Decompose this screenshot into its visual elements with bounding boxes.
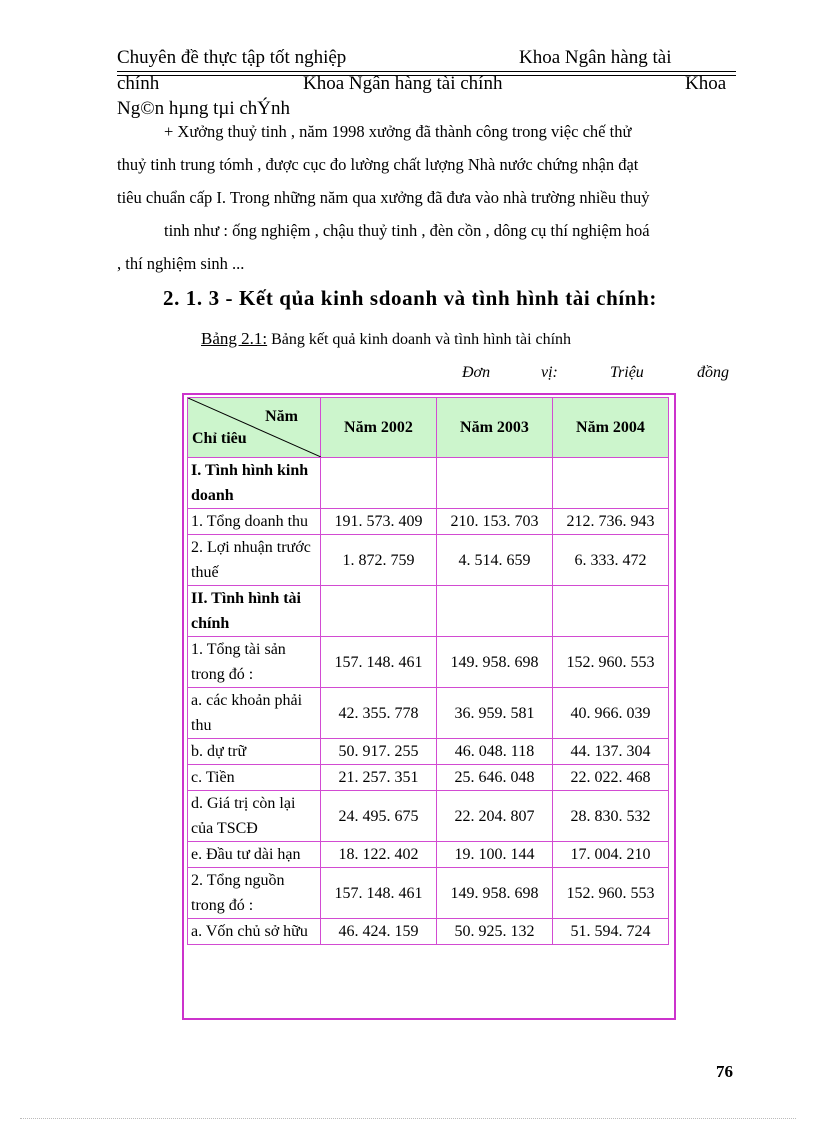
table-row xyxy=(188,535,669,586)
header-rule-top xyxy=(117,71,736,72)
table-row xyxy=(188,688,669,739)
row-value: 149. 958. 698 xyxy=(437,637,553,688)
row-value xyxy=(553,458,669,509)
row-value: 25. 646. 048 xyxy=(437,765,553,791)
table-corner-cell xyxy=(188,398,321,458)
row-label: I. Tình hình kinh doanh xyxy=(188,458,321,509)
table-row xyxy=(188,791,669,842)
unit-word-1: Đơn xyxy=(462,364,491,381)
body-line-3: tiêu chuẩn cấp I. Trong những năm qua xưởng đã đưa vào nhà trường nhiều thuỷ xyxy=(117,188,650,207)
body-line-1: + Xưởng thuỷ tinh , năm 1998 xưởng đã thành công trong việc chế thử xyxy=(164,122,632,141)
row-value: 22. 022. 468 xyxy=(553,765,669,791)
unit-word-4: đồng xyxy=(697,364,729,381)
page-number: 76 xyxy=(716,1062,733,1081)
corner-indicator-label: Chỉ tiêu xyxy=(192,430,247,447)
row-value: 22. 204. 807 xyxy=(437,791,553,842)
row-value: 191. 573. 409 xyxy=(321,509,437,535)
header-line2-c: Khoa xyxy=(685,73,727,94)
unit-word-2: vị: xyxy=(541,364,558,381)
row-label: II. Tình hình tài chính xyxy=(188,586,321,637)
row-label: a. các khoản phải thu xyxy=(188,688,321,739)
row-value: 46. 048. 118 xyxy=(437,739,553,765)
row-value: 51. 594. 724 xyxy=(553,919,669,945)
body-line-5: , thí nghiệm sinh ... xyxy=(117,254,245,273)
row-label: a. Vốn chủ sở hữu xyxy=(188,919,321,945)
table-row xyxy=(188,765,669,791)
row-label: 1. Tổng doanh thu xyxy=(188,509,321,535)
year-header: Năm 2002 xyxy=(321,398,437,458)
table-row xyxy=(188,586,669,637)
row-label: c. Tiền xyxy=(188,765,321,791)
corner-year-label: Năm xyxy=(265,408,298,425)
row-label: 2. Tổng nguồn trong đó : xyxy=(188,868,321,919)
table-row xyxy=(188,458,669,509)
table-row xyxy=(188,739,669,765)
body-line-4: tinh như : ống nghiệm , chậu thuỷ tinh , đèn cồn , dông cụ thí nghiệm hoá xyxy=(164,221,650,240)
results-table xyxy=(187,397,669,945)
table-row xyxy=(188,509,669,535)
row-value: 152. 960. 553 xyxy=(553,868,669,919)
table-row xyxy=(188,868,669,919)
row-value: 149. 958. 698 xyxy=(437,868,553,919)
row-value: 157. 148. 461 xyxy=(321,868,437,919)
row-value: 157. 148. 461 xyxy=(321,637,437,688)
row-value: 152. 960. 553 xyxy=(553,637,669,688)
table-row xyxy=(188,637,669,688)
row-label: b. dự trữ xyxy=(188,739,321,765)
year-header: Năm 2003 xyxy=(437,398,553,458)
header-line3: Ng©n hµng tµi chÝnh xyxy=(117,98,291,119)
row-value: 1. 872. 759 xyxy=(321,535,437,586)
unit-word-3: Triệu xyxy=(610,364,644,381)
row-label: e. Đầu tư dài hạn xyxy=(188,842,321,868)
table-row xyxy=(188,842,669,868)
row-value: 24. 495. 675 xyxy=(321,791,437,842)
row-value xyxy=(321,586,437,637)
page-bottom-rule xyxy=(20,1118,796,1119)
row-label: d. Giá trị còn lại của TSCĐ xyxy=(188,791,321,842)
row-value xyxy=(437,586,553,637)
row-value xyxy=(321,458,437,509)
row-value: 21. 257. 351 xyxy=(321,765,437,791)
row-value: 4. 514. 659 xyxy=(437,535,553,586)
row-value: 212. 736. 943 xyxy=(553,509,669,535)
header-line2-a: chính xyxy=(117,73,160,94)
row-value: 42. 355. 778 xyxy=(321,688,437,739)
row-value: 36. 959. 581 xyxy=(437,688,553,739)
row-value xyxy=(553,586,669,637)
table-header-row xyxy=(188,398,669,458)
table-caption xyxy=(201,329,571,349)
row-value: 50. 917. 255 xyxy=(321,739,437,765)
table-caption-text: Bảng kết quả kinh doanh và tình hình tài chính xyxy=(271,331,572,348)
row-value: 210. 153. 703 xyxy=(437,509,553,535)
row-value: 19. 100. 144 xyxy=(437,842,553,868)
year-header: Năm 2004 xyxy=(553,398,669,458)
section-heading: 2. 1. 3 - Kết qủa kinh sdoanh và tình hình tài chính: xyxy=(163,286,657,310)
row-value xyxy=(437,458,553,509)
row-value: 18. 122. 402 xyxy=(321,842,437,868)
header-line2-b: Khoa Ngân hàng tài chính xyxy=(303,73,503,94)
table-caption-label: Bảng 2.1: xyxy=(201,329,268,348)
row-value: 6. 333. 472 xyxy=(553,535,669,586)
row-value: 50. 925. 132 xyxy=(437,919,553,945)
row-label: 2. Lợi nhuận trước thuế xyxy=(188,535,321,586)
row-value: 40. 966. 039 xyxy=(553,688,669,739)
row-value: 17. 004. 210 xyxy=(553,842,669,868)
header-title-right: Khoa Ngân hàng tài xyxy=(519,47,672,68)
row-value: 28. 830. 532 xyxy=(553,791,669,842)
row-value: 44. 137. 304 xyxy=(553,739,669,765)
row-label: 1. Tổng tài sản trong đó : xyxy=(188,637,321,688)
table-row xyxy=(188,919,669,945)
body-line-2: thuỷ tinh trung tómh , được cục đo lường chất lượng Nhà nước chứng nhận đạt xyxy=(117,155,639,174)
row-value: 46. 424. 159 xyxy=(321,919,437,945)
header-title-left: Chuyên đề thực tập tốt nghiệp xyxy=(117,47,347,68)
